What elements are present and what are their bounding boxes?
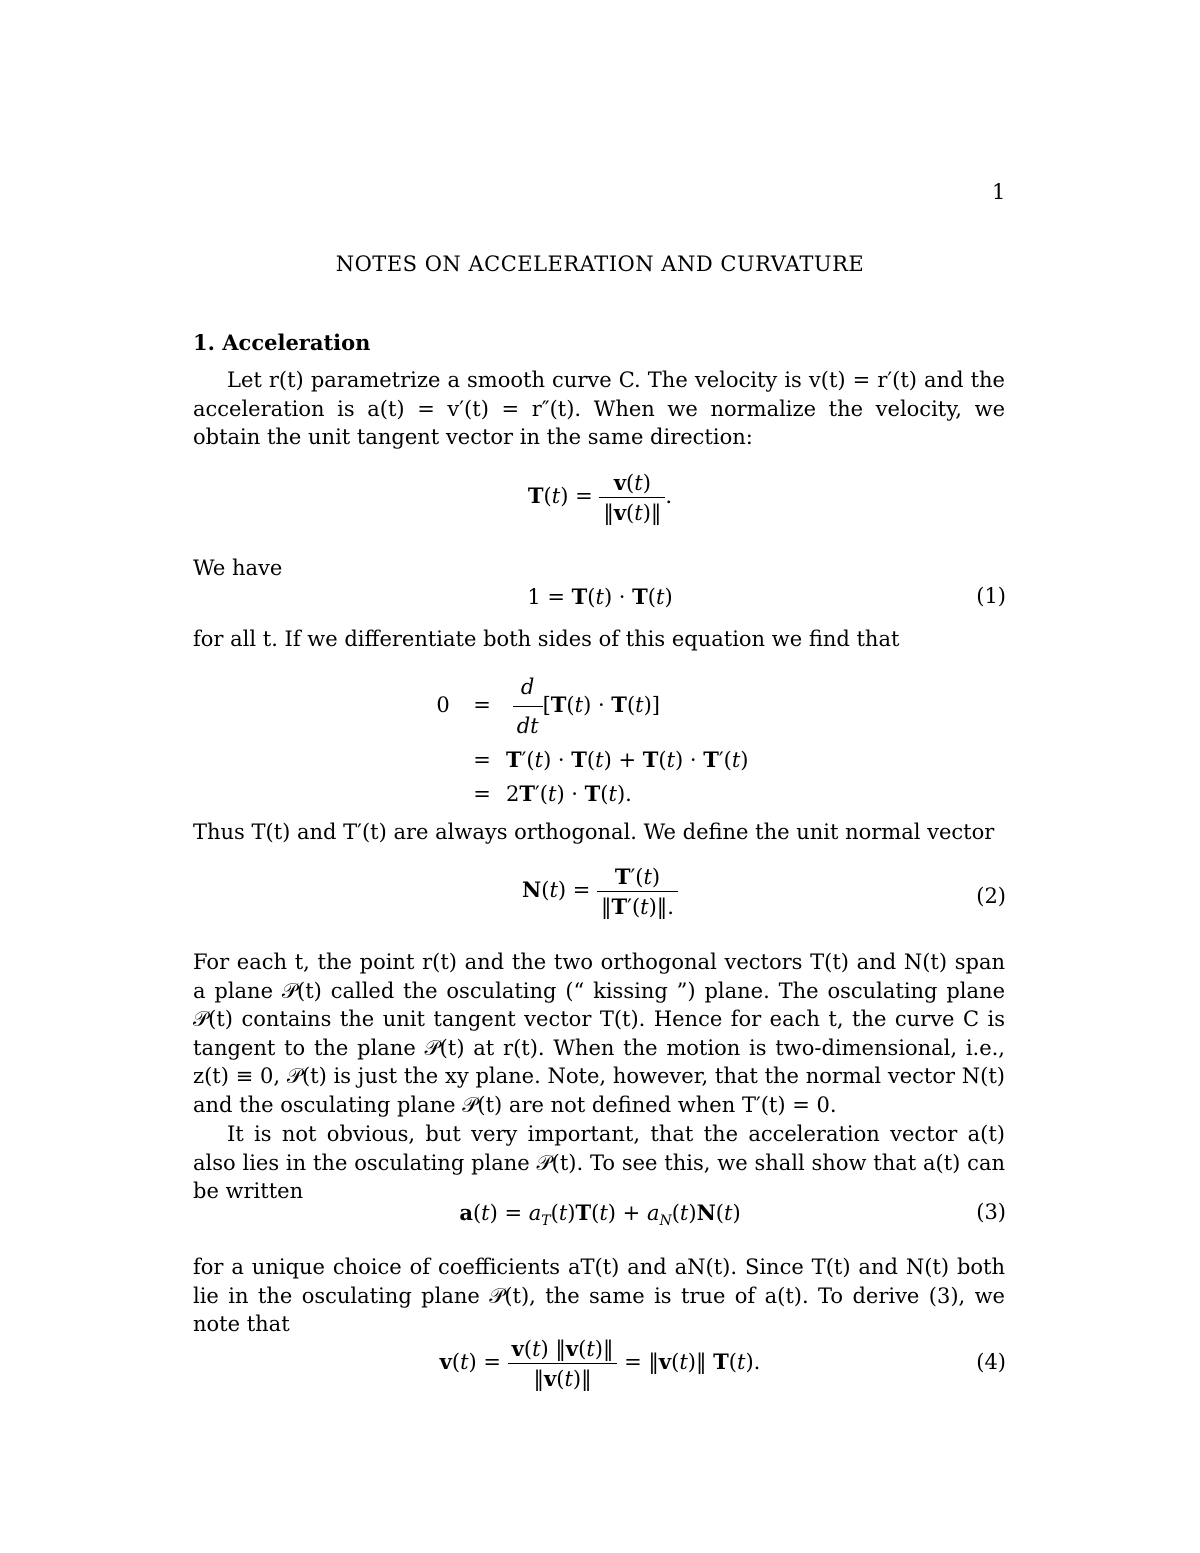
page-number: 1 — [992, 180, 1006, 204]
equation-number-4: (4) — [976, 1350, 1006, 1374]
equation-derivation: 0 = $\frac{d}{dt}$ [T(t) · T(t)] = T′(t) · T(t) + T(t) · T′(t) = 2T′(t) · T(t). — [428, 670, 749, 811]
paragraph-acceleration-lies: It is not obvious, but very important, that the acceleration vector a(t) also lies in the osculating plane 𝒫(t). To see this, we shall show that a(t) can be written — [193, 1122, 1005, 1203]
page-title: NOTES ON ACCELERATION AND CURVATURE — [335, 252, 865, 276]
equation-4: v(t) = $\frac{v(t) ‖v(t)‖}{‖v(t)‖}$ = ‖v(t)‖ T(t). — [439, 1336, 761, 1391]
paragraph-thus: Thus T(t) and T′(t) are always orthogonal. We define the unit normal vector — [193, 820, 995, 844]
equation-number-3: (3) — [976, 1200, 1006, 1224]
equation-unit-tangent: T(t) = $\frac{v(t)}{‖v(t)‖}$ . — [527, 470, 673, 525]
equation-number-2: (2) — [976, 884, 1006, 908]
paragraph-for-all: for all t. If we differentiate both sides of this equation we find that — [193, 627, 900, 651]
paragraph-unique-choice: for a unique choice of coefficients aT(t) and aN(t). Since T(t) and N(t) both lie in the osculating plane 𝒫(t), the same is true of a(t). To derive (3), we note that — [193, 1255, 1005, 1336]
paragraph-we-have: We have — [193, 556, 283, 580]
equation-3: $a(t) = a_T(t)T(t) + a_N(t)N(t)$ — [459, 1200, 741, 1230]
equation-number-1: (1) — [976, 584, 1006, 608]
equation-2: N(t) = $\frac{T'(t)}{‖T'(t)‖.}$ — [0, 864, 1200, 919]
paragraph-intro: Let r(t) parametrize a smooth curve C. The velocity is v(t) = r′(t) and the acceleration is a(t) = v′(t) = r″(t). When we normalize the velocity, we obtain the unit tangent vector in the same direction: — [193, 368, 1005, 449]
paragraph-osculating: For each t, the point r(t) and the two orthogonal vectors T(t) and N(t) span a plane 𝒫(t) called the osculating (“ kissing ”) plane. The osculating plane 𝒫(t) contains the unit tangent vector T(t). Hence for each t, the curve C is tangent to the plane 𝒫(t) at r(t). When the motion is two-dimensional, i.e., z(t) ≡ 0, 𝒫(t) is just the xy plane. Note, however, that the normal vector N(t) and the osculating plane 𝒫(t) are not defined when T′(t) = 0. — [193, 950, 1005, 1117]
equation-1: 1 = T(t) · T(t) — [527, 584, 673, 609]
section-heading: 1. Acceleration — [193, 330, 371, 355]
